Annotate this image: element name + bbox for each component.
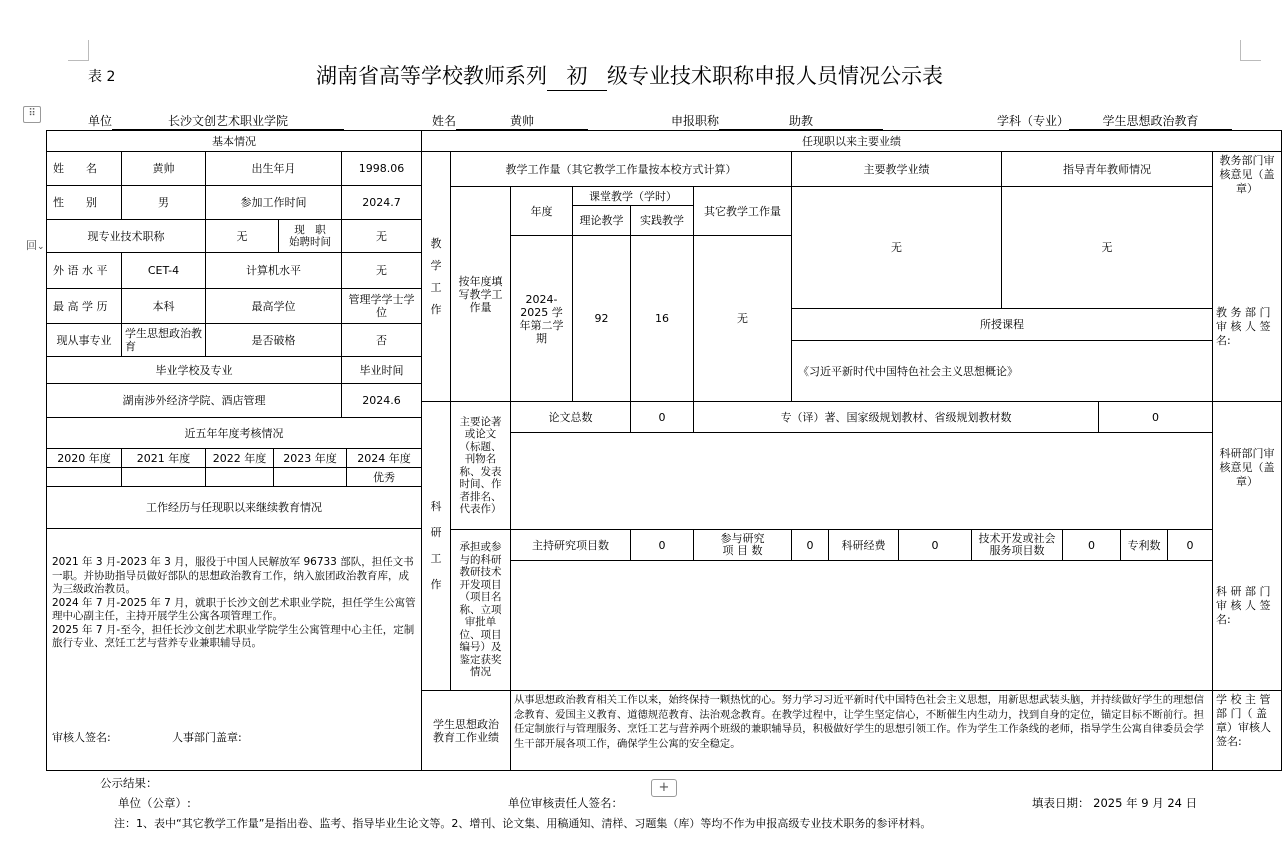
result-label: 公示结果： [100,776,158,790]
experience-text: 2021 年 3 月-2023 年 3 月，服役于中国人民解放军 96733 部队，担任文书一职。并协助指导员做好部队的思想政治教育工作，纳入旅团政治教育库，成为三级政治教员。 2024 年 7 月-2025 年 7 月，就职于长沙文创艺术职业学院，担任学生公寓管理中心副主任，主持开展学生公寓各项管理工作。 2025 年 7 月-至今，担任长沙文创艺术职业学院学生公寓管理中心主任，定制旅行专业、烹饪工艺与营养专业兼职辅导员。 [52,556,416,649]
assess-result [205,467,274,487]
responsible-sign-label: 单位审核责任人签名： [508,796,623,810]
foreign-lang-label: 外 语 水 平 [46,252,122,289]
assess-result [121,467,206,487]
computer-label: 计算机水平 [205,252,342,289]
chevron-down-icon: ⌄ [37,242,45,252]
degree-label: 最高学位 [205,288,342,324]
row-handle-icon: 回 [26,239,37,252]
ideology-text: 从事思想政治教育相关工作以来，始终保持一颗热忱的心。努力学习习近平新时代中国特色社会主义思想，用新思想武装头脑，并持续做好学生的理想信念教育、爱国主义教育、道德规范教育、法治观念教育。在教学过程中，让学生坚定信心，不断催生内生动力，找到自身的定位，锚定目标不断前行。担任定制旅行与管理服务、烹饪工艺与营养两个班级的兼职辅导员，积极做好学生的思想引领工作。作为学生工作条线的老师，指导学生公寓自律委员会学生干部开展各项工作，确保学生公寓的安全稳定。 [514,694,1204,750]
courses-header: 所授课程 [791,308,1213,341]
host-projects-value: 0 [630,529,694,561]
join-projects-label: 参与研究 项 目 数 [693,529,792,561]
grad-time-value: 2024.6 [341,383,422,418]
experience-header: 工作经历与任现职以来继续教育情况 [46,486,422,529]
funds-value: 0 [898,529,972,561]
paper-total-value: 0 [630,401,694,433]
assess-year: 2021 年度 [121,448,206,468]
education-value: 本科 [121,288,206,324]
reviewer-sign-label: 审核人签名: [52,731,111,744]
name-label: 姓名 [432,114,457,128]
performance-header: 任现职以来主要业绩 [421,130,1282,152]
unit-seal-label: 单位（公章）: [118,796,191,810]
host-projects-label: 主持研究项目数 [510,529,631,561]
page-title [316,60,943,91]
appoint-time-value: 无 [341,219,422,253]
assess-result [273,467,347,487]
practice-label: 实践教学 [630,205,694,236]
subject-value: 学生思想政治教育 [1069,112,1232,130]
fill-date-value: 2025 年 9 月 24 日 [1093,796,1198,810]
tech-value: 0 [1062,529,1121,561]
degree-value: 管理学学士学位 [341,288,422,324]
funds-label: 科研经费 [828,529,899,561]
apply-title-field [671,112,883,130]
page-corner-mark [1240,40,1261,61]
fill-date-label: 填表日期： [1032,796,1090,810]
class-teaching-label: 课堂教学（学时） [572,186,694,206]
ideology-label: 学生思想政治教育工作业绩 [421,690,511,771]
apply-title-label: 申报职称 [671,114,720,128]
title-prefix: 湖南省高等学校教师系列 [316,64,547,88]
name-value: 黄帅 [121,151,206,186]
patent-value: 0 [1167,529,1213,561]
other-workload-value: 无 [693,235,792,402]
page-corner-mark [68,40,89,61]
foreign-lang-value: CET-4 [121,252,206,289]
current-title-label: 现专业技术职称 [46,219,206,253]
exception-value: 否 [341,323,422,357]
fill-by-year-label: 按年度填写教学工作量 [450,186,511,402]
paper-total-label: 论文总数 [510,401,631,433]
assess-year: 2023 年度 [273,448,347,468]
computer-value: 无 [341,252,422,289]
name-label: 姓 名 [46,151,122,186]
dept-opinion-label: 教务部门审核意见（盖章） [1219,154,1275,195]
workload-header: 教学工作量（其它教学工作量按本校方式计算） [450,151,792,187]
dept-reviewer-label: 教 务 部 门审 核 人 签名: [1216,306,1271,347]
theory-value: 92 [572,235,631,402]
name-field [432,112,588,130]
add-row-button[interactable]: + [651,779,677,797]
school-label: 毕业学校及专业 [46,356,342,384]
current-title-value: 无 [205,219,279,253]
research-opinion-label: 科研部门审核意见（盖章） [1219,447,1275,488]
practice-value: 16 [630,235,694,402]
gender-value: 男 [121,185,206,220]
main-perf-value: 无 [791,186,1002,309]
unit-label: 单位 [88,114,113,128]
projects-content [510,560,1213,691]
assessment-header: 近五年年度考核情况 [46,417,422,449]
major-label: 现从事专业 [46,323,122,357]
fill-date [1032,795,1197,811]
research-vertical-label: 科 研 工 作 [421,401,451,691]
projects-label: 承担或参与的科研教研技术开发项目（项目名称、立项审批单位、项目编号）及鉴定获奖情况 [450,529,511,691]
name-value: 黄帅 [456,112,588,130]
table-number: 表 2 [88,69,116,85]
unit-value: 长沙文创艺术职业学院 [112,112,344,130]
assess-result: 优秀 [346,467,422,487]
course-value: 《习近平新时代中国特色社会主义思想概论》 [791,340,1213,402]
theory-label: 理论教学 [572,205,631,236]
year-label: 年度 [510,186,573,236]
assess-year: 2020 年度 [46,448,122,468]
appoint-time-label: 现 职 始聘时间 [278,219,342,253]
research-dept-box [1212,401,1282,691]
research-reviewer-label: 科 研 部 门审 核 人 签名: [1216,585,1271,626]
work-start-value: 2024.7 [341,185,422,220]
unit-field [88,112,344,130]
books-label: 专（译）著、国家级规划教材、省级规划教材数 [693,401,1099,433]
patent-label: 专利数 [1120,529,1168,561]
gender-label: 性 别 [46,185,122,220]
birth-label: 出生年月 [205,151,342,186]
papers-content [510,432,1213,530]
teaching-vertical-label: 教 学 工 作 [421,151,451,402]
tech-label: 技术开发或社会服务项目数 [971,529,1063,561]
assess-year: 2024 年度 [346,448,422,468]
title-level: 初 [547,60,607,91]
birth-value: 1998.06 [341,151,422,186]
education-label: 最 高 学 历 [46,288,122,324]
table-move-handle[interactable]: ⠿ [23,106,41,123]
apply-title-value: 助教 [719,112,883,130]
exception-label: 是否破格 [205,323,342,357]
subject-field [997,112,1232,130]
join-projects-value: 0 [791,529,829,561]
school-value: 湖南涉外经济学院、酒店管理 [46,383,342,418]
main-perf-header: 主要教学业绩 [791,151,1002,187]
title-suffix: 级专业技术职称申报人员情况公示表 [607,64,943,88]
papers-label: 主要论著或论文（标题、刊物名称、发表时间、作者排名、代表作） [450,401,511,530]
basic-header: 基本情况 [46,130,422,152]
books-value: 0 [1098,401,1213,433]
guide-value: 无 [1001,186,1213,309]
grad-time-label: 毕业时间 [341,356,422,384]
guide-header: 指导青年教师情况 [1001,151,1213,187]
footnote: 注：1、表中“其它教学工作量”是指出卷、监考、指导毕业生论文等。2、增刊、论文集、用稿通知、清样、习题集（库）等均不作为申报高级专业技术职务的参评材料。 [114,817,932,830]
work-start-label: 参加工作时间 [205,185,342,220]
subject-label: 学科（专业） [997,114,1070,128]
assess-year: 2022 年度 [205,448,274,468]
assess-result [46,467,122,487]
school-dept-label: 学 校 主 管部 门（ 盖章）审核人签名: [1216,693,1271,748]
hr-seal-label: 人事部门盖章: [172,731,242,744]
year-value: 2024-2025 学年第二学期 [510,235,573,402]
major-value: 学生思想政治教育 [121,323,206,357]
other-workload-label: 其它教学工作量 [693,186,792,236]
row-handle[interactable] [26,237,45,253]
